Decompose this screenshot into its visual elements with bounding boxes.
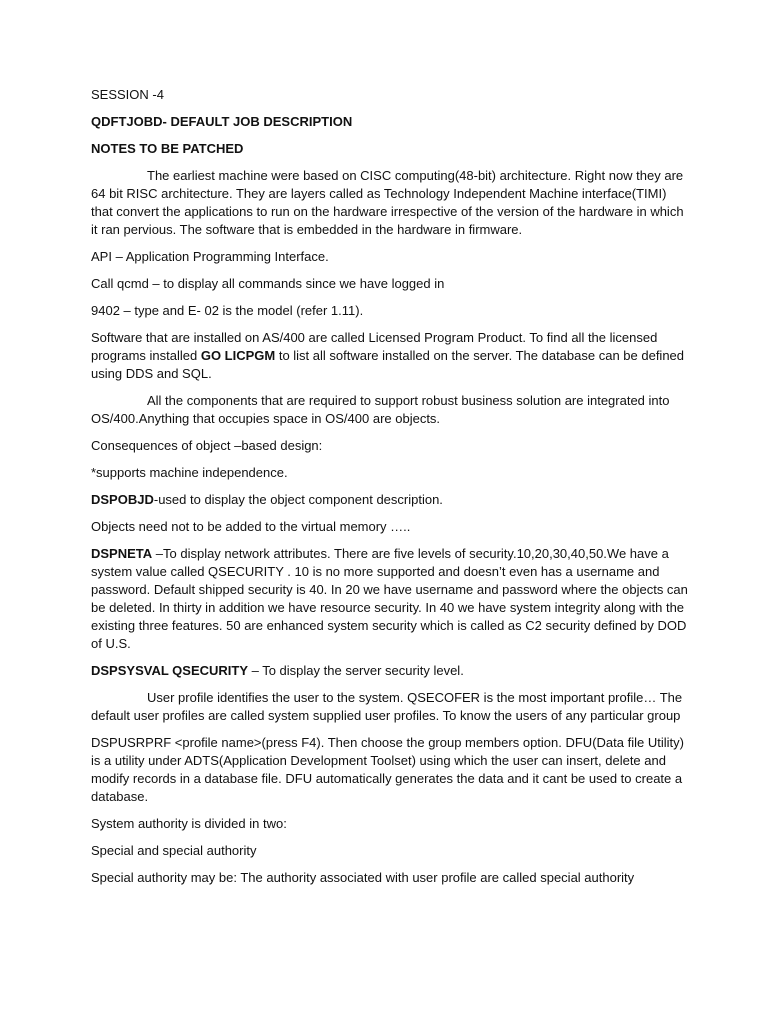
paragraph-consequences: Consequences of object –based design: [91,438,323,453]
paragraph-api: API – Application Programming Interface. [91,249,329,264]
licensed-text-b: to list all software installed on the server. The database can be defined using DDS and SQL. [91,348,685,381]
paragraph-dspusrprf: DSPUSRPRF <profile name>(press F4). Then choose the group members option. DFU(Data file Utility) is a utility under ADTS(Application Development Toolset) using which the user can insert, delete and modify records in a database file. DFU automatically generates the data and it cant be used to create a database. [91,735,684,804]
dspobjd-command: DSPOBJD [91,492,154,507]
paragraph-system-authority: System authority is divided in two: [91,816,287,831]
paragraph-components: All the components that are required to support robust business solution are integrated into OS/400.Anything that occupies space in OS/400 are objects. [91,393,670,426]
dspneta-text: –To display network attributes. There are five levels of security.10,20,30,40,50.We have a system value called QSECURITY . 10 is no more supported and doesn’t even has a username and password. Default shipped security is 40. In 20 we have username and password where the objects can be deleted. In thirty in addition we have resource security. In 40 we have system integrity along with the existing three features. 50 are enhanced system security which is called as C2 security defined by DOD of U.S. [91,546,688,651]
document-subheading: NOTES TO BE PATCHED [91,141,244,156]
paragraph-dspobjd [91,491,691,509]
document-page [91,86,691,896]
dspsysval-text: – To display the server security level. [248,663,464,678]
go-licpgm-command: GO LICPGM [200,348,276,363]
dspobjd-text: -used to display the object component description. [153,492,443,507]
document-heading: QDFTJOBD- DEFAULT JOB DESCRIPTION [91,114,353,129]
paragraph-objects: Objects need not to be added to the virtual memory ….. [91,519,411,534]
licensed-text-a: Software that are installed on AS/400 are called Licensed Program Product. To find all the licensed programs installed [91,330,658,363]
paragraph-dspneta [91,545,691,653]
paragraph-licensed-programs [91,329,691,383]
paragraph-qcmd: Call qcmd – to display all commands since we have logged in [91,276,445,291]
paragraph-model: 9402 – type and E- 02 is the model (refer 1.11). [91,303,364,318]
paragraph-special-authority: Special authority may be: The authority associated with user profile are called special authority [91,870,635,885]
paragraph-special: Special and special authority [91,843,257,858]
dspneta-command: DSPNETA [91,546,153,561]
paragraph-dspsysval [91,662,691,680]
dspsysval-command: DSPSYSVAL QSECURITY [91,663,248,678]
paragraph-supports: *supports machine independence. [91,465,288,480]
paragraph-architecture: The earliest machine were based on CISC computing(48-bit) architecture. Right now they are 64 bit RISC architecture. They are layers called as Technology Independent Machine interface(TIMI) that convert the applications to run on the hardware irrespective of the version of the hardware in which it ran pervious. The software that is embedded in the hardware in firmware. [91,168,684,237]
paragraph-user-profile: User profile identifies the user to the system. QSECOFER is the most important profile… The default user profiles are called system supplied user profiles. To know the users of any particular group [91,690,683,723]
session-label: SESSION -4 [91,87,164,102]
